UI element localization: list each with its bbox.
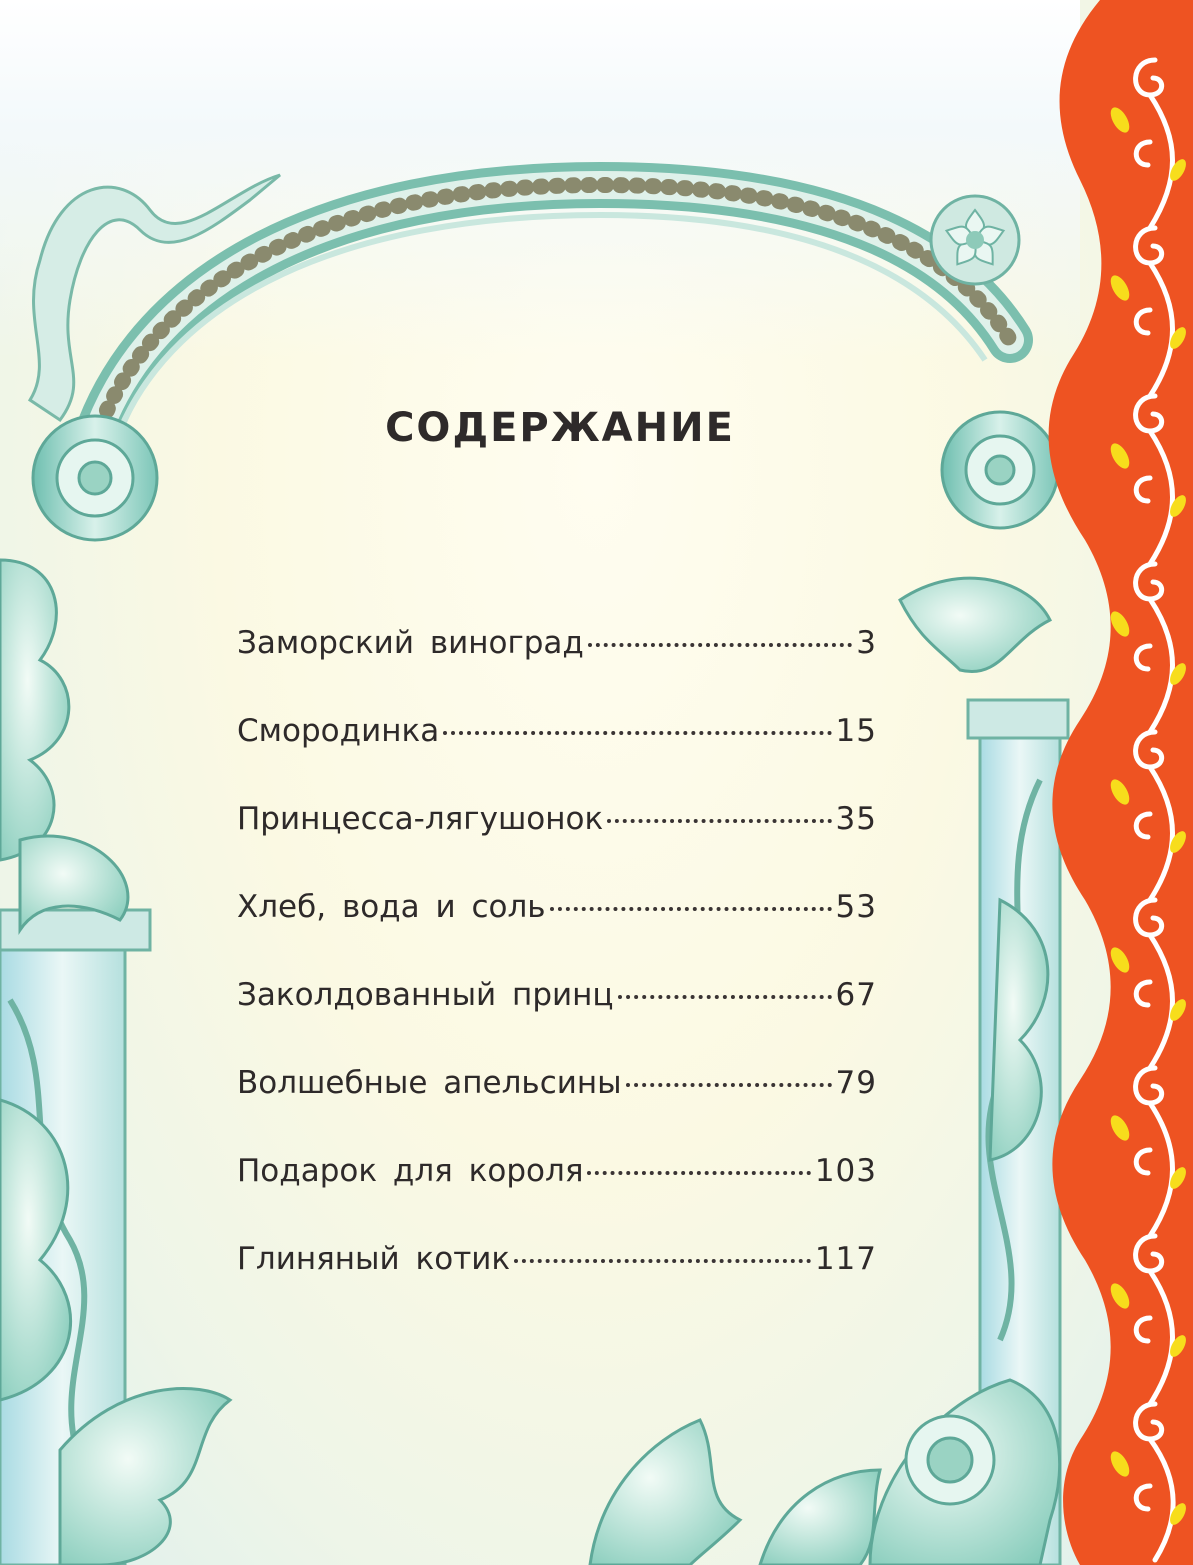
toc-entry-title: Хлеб, вода и соль — [237, 889, 546, 925]
dot-leader — [443, 731, 831, 735]
toc-entry[interactable] — [237, 1153, 877, 1241]
toc-entry-page: 35 — [835, 801, 877, 837]
toc-entry-title: Смородинка — [237, 713, 440, 749]
toc-entry-page: 79 — [835, 1065, 877, 1101]
toc-entry-page: 53 — [835, 889, 877, 925]
rosette — [931, 196, 1019, 284]
dot-leader — [550, 907, 832, 911]
toc-entry-page: 15 — [835, 713, 877, 749]
page-title: СОДЕРЖАНИЕ — [385, 405, 735, 451]
toc-entry-page: 103 — [814, 1153, 877, 1189]
toc-entry[interactable] — [237, 625, 877, 713]
toc-entry-title: Заморский виноград — [237, 625, 584, 661]
ornamental-side-border — [1040, 0, 1193, 1565]
toc-entry-page: 67 — [835, 977, 877, 1013]
acanthus-leaves-bottom — [590, 1420, 880, 1565]
toc-entry[interactable] — [237, 1065, 877, 1153]
dot-leader — [514, 1259, 811, 1263]
toc-entry-page: 3 — [856, 625, 877, 661]
dot-leader — [587, 1171, 810, 1175]
dot-leader — [588, 643, 852, 647]
dot-leader — [626, 1083, 832, 1087]
toc-entry-title: Глиняный котик — [237, 1241, 511, 1277]
dot-leader — [607, 819, 831, 823]
arch — [95, 185, 1010, 440]
toc-entry[interactable] — [237, 713, 877, 801]
toc-entry[interactable] — [237, 801, 877, 889]
toc-entry-title: Подарок для короля — [237, 1153, 584, 1189]
toc-list — [237, 625, 877, 1329]
toc-entry[interactable] — [237, 889, 877, 977]
toc-entry-page: 117 — [814, 1241, 877, 1277]
toc-entry-title: Принцесса-лягушонок — [237, 801, 604, 837]
toc-entry-title: Заколдованный принц — [237, 977, 614, 1013]
toc-entry-title: Волшебные апельсины — [237, 1065, 622, 1101]
toc-entry[interactable] — [237, 1241, 877, 1329]
toc-entry[interactable] — [237, 977, 877, 1065]
dot-leader — [618, 995, 832, 999]
